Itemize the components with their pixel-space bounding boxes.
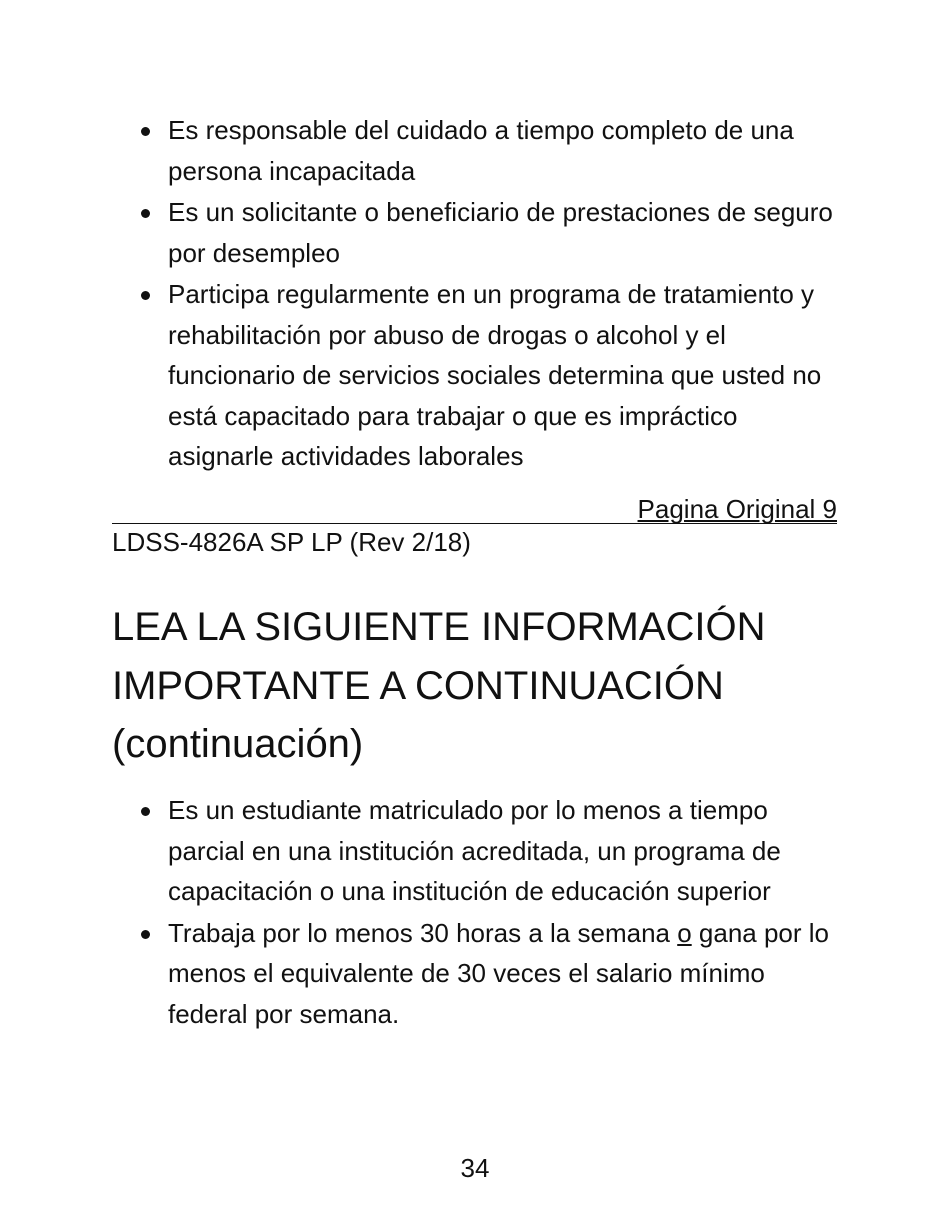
list-item <box>112 790 847 912</box>
bullet-icon <box>141 930 150 939</box>
top-bullet-list <box>112 110 847 478</box>
section-title <box>112 598 872 774</box>
bottom-bullet-list <box>112 790 847 1035</box>
underlined-conjunction: o <box>677 917 692 948</box>
page-reference: Pagina Original 9 <box>637 494 837 524</box>
bullet-icon <box>141 807 150 816</box>
bullet-text-part: Trabaja por lo menos 30 horas a la semana <box>168 917 678 948</box>
list-item <box>112 192 847 273</box>
bullet-icon <box>141 291 150 300</box>
page-reference-rule <box>112 492 837 524</box>
list-item <box>112 274 847 477</box>
page-number: 34 <box>460 1153 490 1183</box>
section-title-line-1: LEA LA SIGUIENTE INFORMACIÓN <box>112 605 766 649</box>
bullet-text-part: gana por lo menos el equivalente de 30 veces el salario mínimo federal por semana. <box>168 917 830 1029</box>
bullet-text: Es un estudiante matriculado por lo menos a tiempo parcial en una institución acreditada, un programa de capacitación o una institución de educación superior <box>168 795 781 906</box>
section-title-line-2: IMPORTANTE A CONTINUACIÓN <box>112 663 724 708</box>
list-item <box>112 110 847 191</box>
form-id: LDSS-4826A SP LP (Rev 2/18) <box>112 527 471 557</box>
list-item <box>112 913 847 1035</box>
bullet-text: Participa regularmente en un programa de tratamiento y rehabilitación por abuso de drogas o alcohol y el funcionario de servicios sociales determina que usted no está capacitado para trabajar o que es impráctico asignarle actividades laborales <box>168 279 822 471</box>
section-title-line-3: (continuación) <box>112 722 364 766</box>
bullet-text: Es responsable del cuidado a tiempo completo de una persona incapacitada <box>168 115 794 186</box>
bullet-text: Es un solicitante o beneficiario de prestaciones de seguro por desempleo <box>168 197 833 268</box>
bullet-icon <box>141 127 150 136</box>
bullet-icon <box>141 209 150 218</box>
